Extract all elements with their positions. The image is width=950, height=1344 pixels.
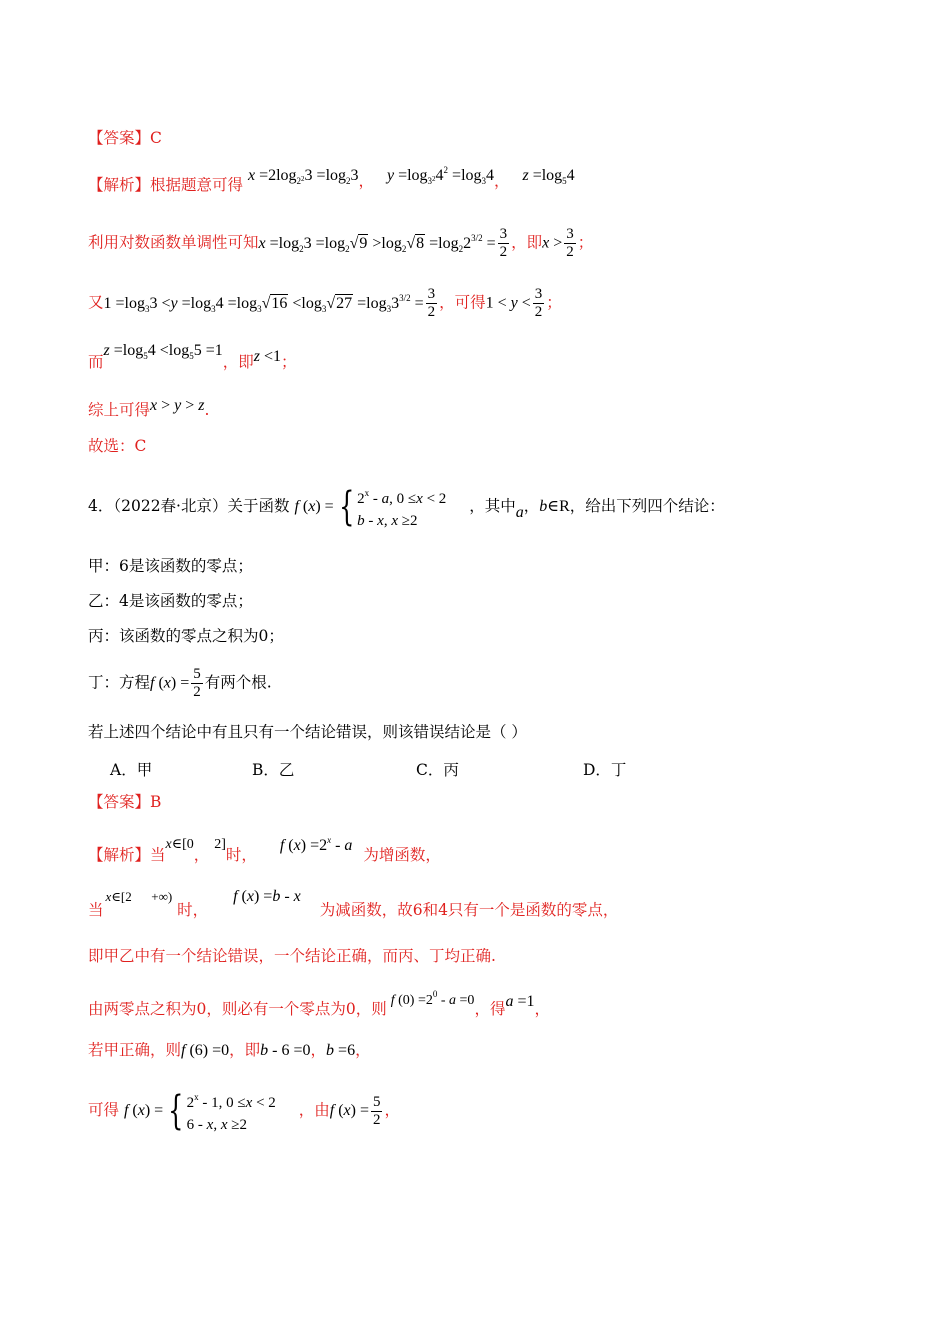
question4-stem: 4．（2022春·北京）关于函数 f (x) = { 2$^x$ - a, 0 ≤x < 2 b - x, x ≥2 ，其中a，b∈R，给出下列四个结论： bbox=[88, 484, 725, 530]
option-b[interactable]: B．乙 bbox=[252, 761, 295, 779]
line5-d: ， bbox=[355, 1041, 371, 1059]
analysis1-line-3: 又$1 =\log_33 <y =\log_34 =\log_3√16 <\log_3√27 =\log_33^{3/2}$ = $\frac{3}{2}$ ，可得1 < y < $\frac{3}{2}$ ； bbox=[88, 286, 562, 320]
statement4-b: 有两个根. bbox=[204, 673, 272, 692]
piecewise-f: 2$^x$ - a, 0 ≤x < 2 b - x, x ≥2 bbox=[357, 488, 447, 529]
line2-mid: ，即 bbox=[511, 233, 543, 252]
analysis1-line-4: 而$z =\log_54 <\log_55 =1$，即z <1； bbox=[88, 342, 297, 371]
formula-y-compare: $1 =\log_33 <y =\log_34 =\log_3√16 <\log_3√27 =\log_33^{3/2}$ = bbox=[103, 292, 424, 314]
line3-start: 又 bbox=[88, 293, 104, 312]
line6-b: ，由 bbox=[298, 1101, 330, 1119]
analysis2-line-6: 可得 f (x) = { 2$^x$ - 1, 0 ≤x < 2 6 - x, x ≥2 ，由f (x) = $\frac{5}{2}$ ， bbox=[88, 1088, 400, 1134]
statement-jia: 甲：6是该函数的零点； bbox=[88, 557, 253, 575]
increasing-text: 为增函数， bbox=[363, 846, 441, 864]
piecewise-f-solved: 2$^x$ - 1, 0 ≤x < 2 6 - x, x ≥2 bbox=[186, 1092, 276, 1133]
question-suffix: ，其中 bbox=[469, 497, 516, 515]
answer-tag: 【答案】 bbox=[88, 793, 151, 811]
analysis2-line-2: 当$^{x\in[2 +\infty)}$ 时， f (x) =b - x 为减函数，故6和4只有一个是函数的零点， bbox=[88, 888, 619, 919]
line4-a: 由两零点之积为0，则必有一个零点为0，则 bbox=[88, 1000, 387, 1018]
analysis1-line-1: 【解析】根据题意可得 $x =2\log_{2^2}3 =\log_23$， $y =\log_{3^2}4^2 =\log_34$， $z =\log_54$ bbox=[88, 165, 575, 194]
statement-ding: 丁：方程f (x) = $\frac{5}{2}$ 有两个根. bbox=[88, 666, 272, 700]
formula-x-compare: $x =\log_23 =\log_2√9 >\log_2√8 =\log_22^{3/2}$ = bbox=[258, 232, 496, 254]
analysis-tag: 【解析】 bbox=[88, 176, 151, 194]
answer-value: C bbox=[150, 129, 162, 147]
formula-z: $z =\log_54$ bbox=[522, 167, 575, 186]
option-a[interactable]: A．甲 bbox=[110, 761, 153, 779]
line6-c: ， bbox=[384, 1101, 400, 1119]
analysis1-line-2: 利用对数函数单调性可知$x =\log_23 =\log_2√9 >\log_2√8 =\log_22^{3/2}$ = $\frac{3}{2}$ ，即x > $\frac{3}{2}$ ； bbox=[88, 226, 594, 260]
statement-yi: 乙：4是该函数的零点； bbox=[88, 592, 253, 610]
when2-time: 时， bbox=[177, 901, 209, 919]
when-time: 时， bbox=[225, 846, 257, 864]
answer-line-2 bbox=[88, 792, 161, 812]
analysis1-conclusion: 故选：C bbox=[88, 437, 147, 455]
question-number: 4．（2022春·北京 bbox=[88, 497, 212, 515]
when2-text: 当 bbox=[88, 901, 104, 919]
line5-b: ，即 bbox=[229, 1041, 261, 1059]
question-suffix2: ，给出下列四个结论： bbox=[569, 497, 725, 515]
question-prefix: ）关于函数 bbox=[212, 497, 290, 515]
analysis2-line-5: 若甲正确，则f (6) =0，即b - 6 =0，b =6， bbox=[88, 1041, 371, 1059]
question-prompt: 若上述四个结论中有且只有一个结论错误，则该错误结论是（ ） bbox=[88, 723, 527, 741]
analysis2-line-1: 【解析】当x∈[0， 2]时， f $(x) =2^x - a$ 为增函数， bbox=[88, 835, 441, 864]
line3-mid: ，可得 bbox=[439, 293, 486, 312]
line5-c: ， bbox=[310, 1041, 327, 1059]
formula-z-compare: $z =\log_54 <\log_55 =1$ bbox=[103, 342, 223, 361]
line4-c: ， bbox=[534, 1000, 550, 1018]
line5-a: 若甲正确，则 bbox=[88, 1041, 182, 1059]
statement4-a: 丁：方程 bbox=[88, 673, 151, 692]
formula-y: $y =\log_{3^2}4^2 =\log_34$ bbox=[386, 165, 495, 186]
answer-line-1 bbox=[88, 128, 162, 148]
answer-tag: 【答案】 bbox=[88, 129, 151, 147]
formula-order: x > y > z bbox=[150, 397, 205, 414]
line5-text: 综上可得 bbox=[88, 401, 151, 419]
option-d[interactable]: D．丁 bbox=[583, 761, 627, 779]
function-f: f (x) = bbox=[294, 498, 334, 515]
option-c[interactable]: C．丙 bbox=[416, 761, 459, 779]
analysis2-line-3: 即甲乙中有一个结论错误，一个结论正确，而丙、丁均正确. bbox=[88, 947, 496, 965]
analysis2-line-4: 由两零点之积为0，则必有一个零点为0，则 f $(0) =2^0 - a =0$，得a =1， bbox=[88, 989, 550, 1018]
statement-bing: 丙：该函数的零点之积为0； bbox=[88, 627, 284, 645]
analysis1-line-5: 综上可得x > y > z. bbox=[88, 397, 210, 419]
when-text: 当 bbox=[150, 846, 166, 864]
line4-b: ，得 bbox=[474, 1000, 506, 1018]
answer-value: B bbox=[150, 793, 162, 811]
decreasing-text: 为减函数，故6和4只有一个是函数的零点， bbox=[319, 901, 619, 919]
analysis-intro: 根据题意可得 bbox=[150, 176, 244, 194]
line2-text: 利用对数函数单调性可知 bbox=[88, 233, 259, 252]
line6-a: 可得 bbox=[88, 1101, 120, 1119]
analysis-tag: 【解析】 bbox=[88, 846, 151, 864]
line4-start: 而 bbox=[88, 353, 104, 371]
formula-x: $x =2\log_{2^2}3 =\log_23$ bbox=[247, 167, 359, 186]
line4-mid: ，即 bbox=[222, 353, 254, 371]
